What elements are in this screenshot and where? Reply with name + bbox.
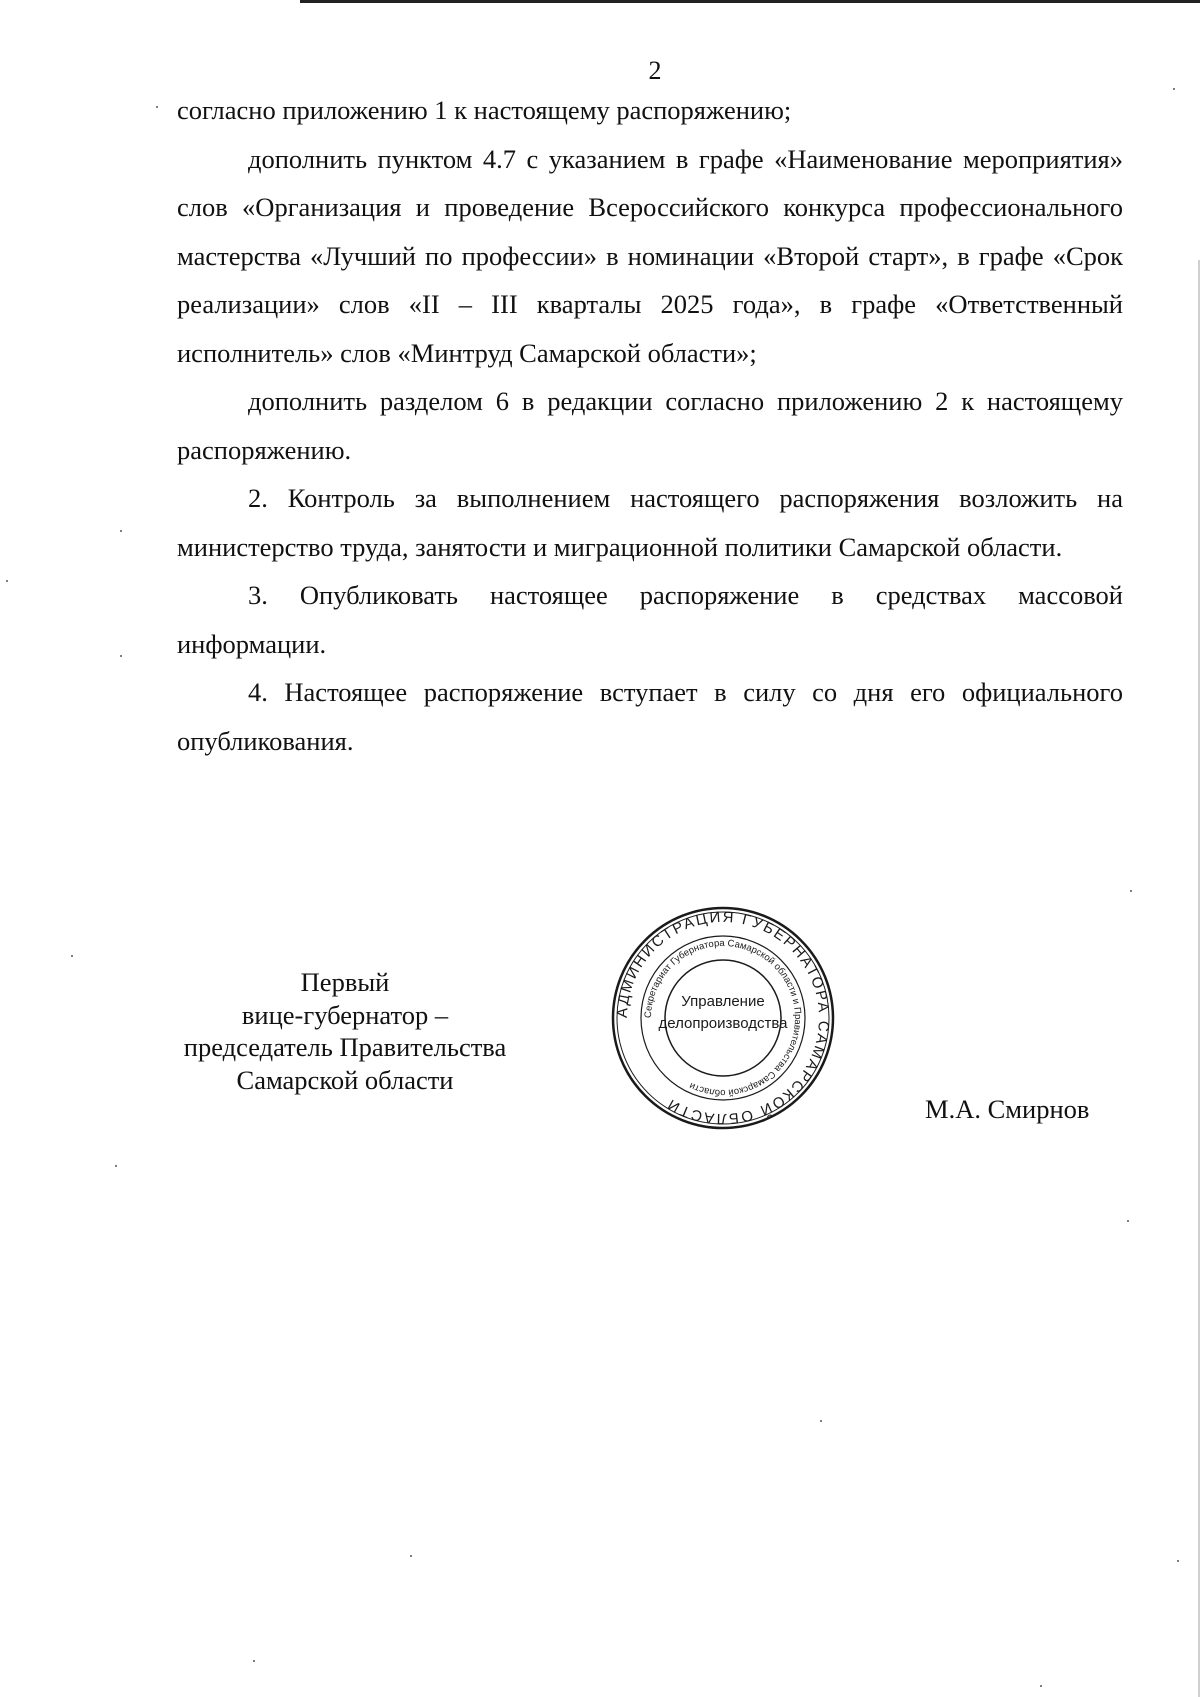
signatory-title-line: Самарской области	[236, 1064, 454, 1095]
body-paragraph-1: согласно приложению 1 к настоящему распоряжению;	[177, 95, 792, 125]
signatory-title	[170, 966, 520, 1096]
signatory-name: М.А. Смирнов	[925, 1094, 1090, 1124]
document-body	[177, 86, 1123, 765]
top-edge-rule	[300, 0, 1200, 3]
seal-center-line: делопроизводства	[658, 1015, 788, 1032]
body-paragraph-3: дополнить разделом 6 в редакции согласно приложению 2 к настоящему распоряжению.	[177, 386, 1123, 465]
svg-text:АДМИНИСТРАЦИЯ ГУБЕРНАТОРА САМА: АДМИНИСТРАЦИЯ ГУБЕРНАТОРА САМАРСКОЙ ОБЛАСТИ	[613, 908, 833, 1128]
official-seal	[610, 905, 836, 1131]
seal-center-line: Управление	[681, 993, 765, 1010]
page-number: 2	[648, 56, 662, 85]
signatory-title-line: вице-губернатор –	[241, 999, 449, 1030]
signatory-title-line: председатель Правительства	[183, 1032, 507, 1062]
signatory-title-line: Первый	[300, 967, 390, 997]
body-paragraph-2: дополнить пунктом 4.7 с указанием в графе «Наименование мероприятия» слов «Организация и проведение Всероссийского конкурса профессионального мастерства «Лучший по профессии» в номинации «Второй старт», в графе «Срок реализации» слов «II – III кварталы 2025 года», в графе «Ответственный исполнитель» слов «Минтруд Самарской области»;	[177, 143, 1123, 368]
body-paragraph-5: 3. Опубликовать настоящее распоряжение в средствах массовой информации.	[177, 580, 1123, 659]
body-paragraph-6: 4. Настоящее распоряжение вступает в силу со дня его официального опубликования.	[177, 677, 1123, 756]
body-paragraph-4: 2. Контроль за выполнением настоящего распоряжения возложить на министерство труда, занятости и миграционной политики Самарской области.	[177, 483, 1123, 562]
seal-center-text	[610, 991, 836, 1035]
svg-text:Секретариат Губернатора Самарс: Секретариат Губернатора Самарской области и Правительства Самарской области	[642, 937, 804, 1099]
